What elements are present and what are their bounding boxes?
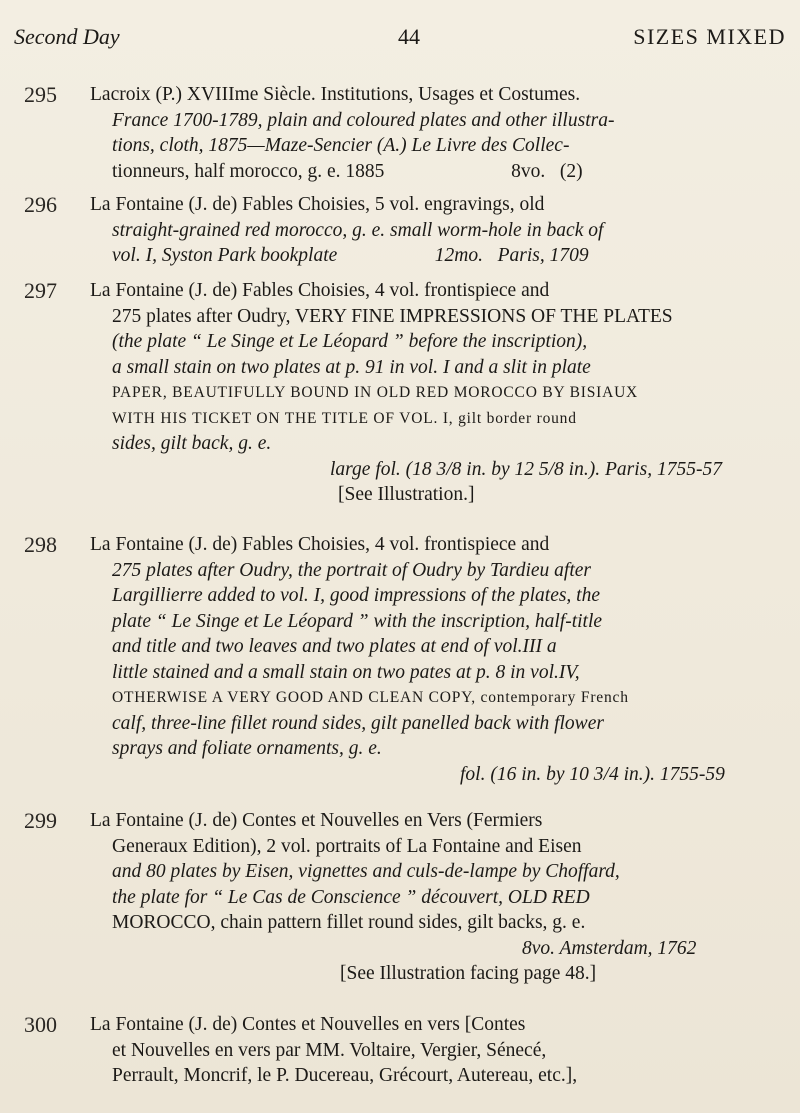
lot-number: 296 [24,192,57,217]
lot-line: the plate for “ Le Cas de Conscience ” découvert, OLD RED [112,886,590,908]
lot-number: 299 [24,808,57,833]
lot-line: sides, gilt back, g. e. [112,433,272,454]
lot-line: and 80 plates by Eisen, vignettes and culs-de-lampe by Choffard, [112,861,620,882]
lot-line: plate “ Le Singe et Le Léopard ” with the inscription, half-title [112,610,603,632]
lot-description [90,192,780,269]
lot-line: vol. I, Syston Park bookplate 12mo. Paris, 1709 [112,245,589,266]
lot-line: tions, cloth, 1875—Maze-Sencier (A.) Le Livre des Collec- [112,135,570,156]
lot-line: France 1700-1789, plain and coloured plates and other illustra- [112,109,615,131]
running-head-day: Second Day [14,24,120,49]
lot-description [90,808,780,987]
lot-number: 295 [24,82,57,107]
lot-line: 275 plates after Oudry, the portrait of Oudry by Tardieu after [112,559,592,581]
lot-line: Largillierre added to vol. I, good impressions of the plates, the [112,585,601,606]
lot-line: et Nouvelles en vers par MM. Voltaire, Vergier, Sénecé, [112,1039,547,1061]
page-number: 44 [398,24,420,49]
lot-line: (the plate “ Le Singe et Le Léopard ” before the inscription), [112,331,588,352]
lot-number: 297 [24,278,57,303]
lot-line: PAPER, BEAUTIFULLY BOUND IN OLD RED MOROCCO BY BISIAUX [112,384,639,401]
lot-line: little stained and a small stain on two pates at p. 8 in vol.IV, [112,661,580,683]
running-head-section: SIZES MIXED [633,24,786,49]
lot-line: La Fontaine (J. de) Contes et Nouvelles en Vers (Fermiers [90,810,543,831]
lot-line: Perrault, Moncrif, le P. Ducereau, Grécourt, Autereau, etc.], [112,1065,578,1086]
lot-description [90,1012,780,1089]
lot-format-line: large fol. (18 3/8 in. by 12 5/8 in.). Paris, 1755-57 [330,458,722,480]
lot-description [90,278,780,508]
lot-line: Generaux Edition), 2 vol. portraits of La Fontaine and Eisen [112,835,582,857]
illustration-reference: [See Illustration.] [338,484,475,505]
lot-line: MOROCCO, chain pattern fillet round sides, gilt backs, g. e. [112,912,586,933]
lot-line: WITH HIS TICKET ON THE TITLE OF VOL. I, gilt border round [112,409,577,427]
lot-number: 300 [24,1012,57,1037]
lot-line: sprays and foliate ornaments, g. e. [112,738,382,759]
lot-line: and title and two leaves and two plates at end of vol.III a [112,636,557,657]
lot-number: 298 [24,532,57,557]
lot-description [90,532,780,787]
lot-description [90,82,780,184]
lot-line: straight-grained red morocco, g. e. small worm-hole in back of [112,219,604,241]
page-header [14,24,786,54]
lot-format-line: fol. (16 in. by 10 3/4 in.). 1755-59 [460,763,725,785]
lot-line: calf, three-line fillet round sides, gilt panelled back with flower [112,712,604,734]
lot-format-line: 8vo. Amsterdam, 1762 [522,937,697,959]
lot-line: La Fontaine (J. de) Contes et Nouvelles en vers [Contes [90,1014,526,1035]
lot-line: La Fontaine (J. de) Fables Choisies, 5 vol. engravings, old [90,194,545,215]
illustration-reference: [See Illustration facing page 48.] [340,963,597,984]
lot-line: OTHERWISE A VERY GOOD AND CLEAN COPY, contemporary French [112,689,629,706]
lot-line: Lacroix (P.) XVIIIme Siècle. Institutions, Usages et Costumes. [90,84,581,105]
lot-line: tionneurs, half morocco, g. e. 1885 8vo. (2) [112,160,583,182]
lot-line: La Fontaine (J. de) Fables Choisies, 4 vol. frontispiece and [90,534,550,555]
lot-line: a small stain on two plates at p. 91 in vol. I and a slit in plate [112,356,591,378]
lot-line: La Fontaine (J. de) Fables Choisies, 4 vol. frontispiece and [90,280,550,301]
lot-line: 275 plates after Oudry, VERY FINE IMPRESSIONS OF THE PLATES [112,305,673,327]
